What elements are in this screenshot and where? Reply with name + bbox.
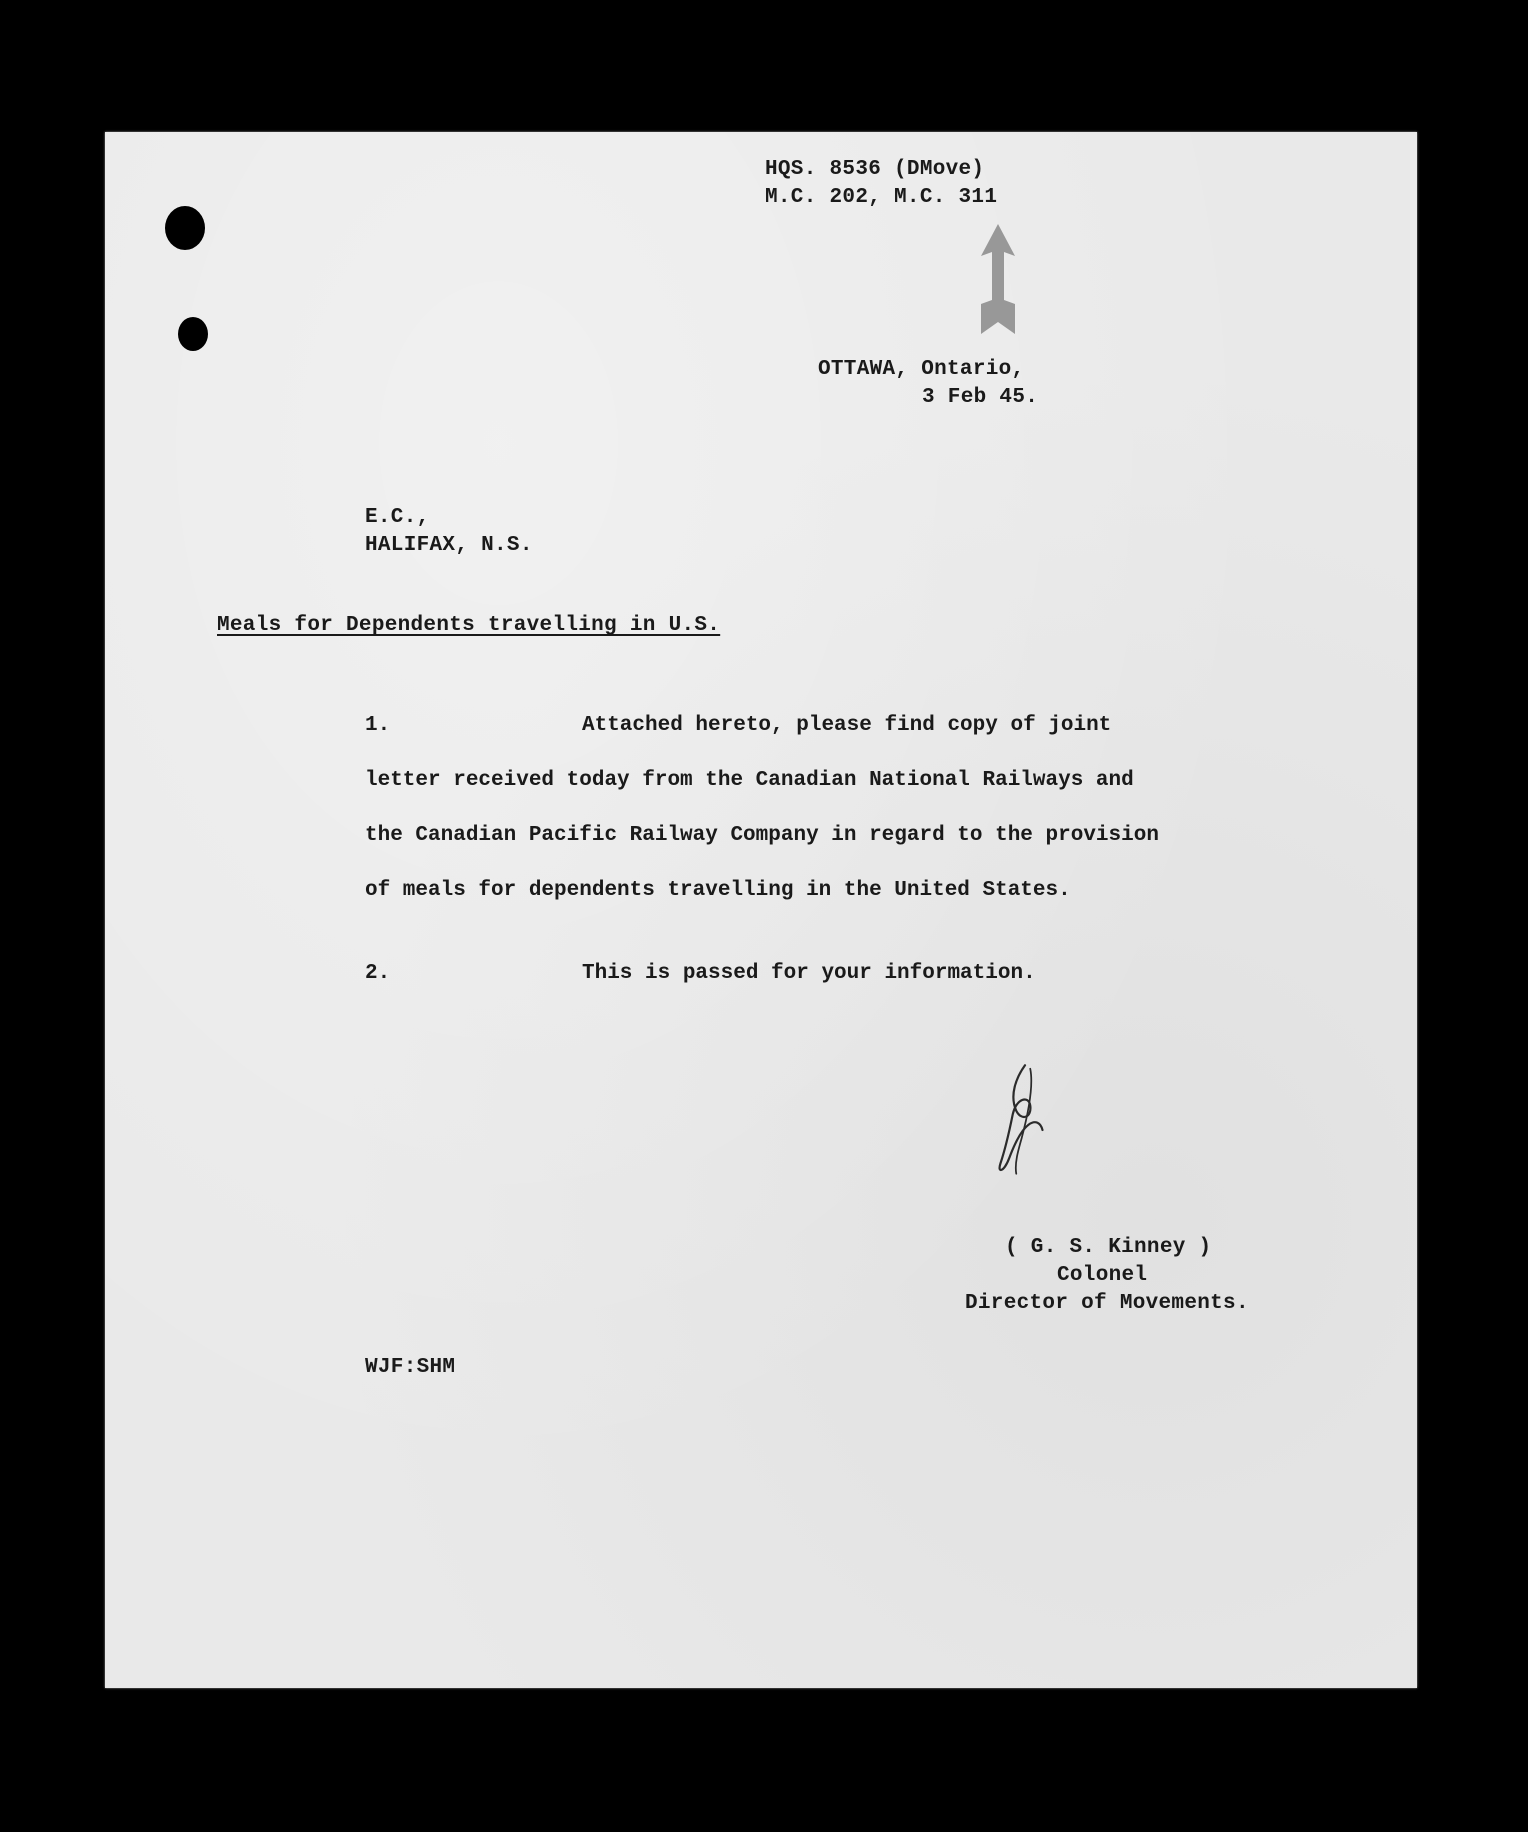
reference-line-1: HQS. 8536 (DMove) bbox=[765, 158, 985, 181]
signer-title: Director of Movements. bbox=[965, 1292, 1249, 1315]
signer-rank: Colonel bbox=[1057, 1264, 1148, 1287]
reference-line-2: M.C. 202, M.C. 311 bbox=[765, 186, 998, 209]
addressee-line-1: E.C., bbox=[365, 506, 430, 529]
paragraph-1-line-1: Attached hereto, please find copy of joint bbox=[582, 714, 1112, 737]
punch-hole-top bbox=[165, 206, 205, 250]
paragraph-2-line-1: This is passed for your information. bbox=[582, 962, 1036, 985]
paragraph-1-number: 1. bbox=[365, 714, 391, 737]
paragraph-1-line-2: letter received today from the Canadian National Railways and bbox=[365, 769, 1134, 792]
date-line: 3 Feb 45. bbox=[922, 386, 1039, 409]
document-page bbox=[105, 132, 1417, 1688]
typist-initials: WJF:SHM bbox=[365, 1356, 456, 1379]
addressee-line-2: HALIFAX, N.S. bbox=[365, 534, 533, 557]
paragraph-1-line-4: of meals for dependents travelling in the United States. bbox=[365, 879, 1071, 902]
place-line: OTTAWA, Ontario, bbox=[818, 358, 1025, 381]
subject-heading: Meals for Dependents travelling in U.S. bbox=[217, 614, 721, 637]
punch-hole-bottom bbox=[178, 317, 208, 351]
paragraph-2-number: 2. bbox=[365, 962, 391, 985]
signer-name: ( G. S. Kinney ) bbox=[1005, 1236, 1212, 1259]
paragraph-1-line-3: the Canadian Pacific Railway Company in regard to the provision bbox=[365, 824, 1159, 847]
handwritten-signature bbox=[985, 1060, 1065, 1200]
arrow-stamp-icon bbox=[975, 222, 1021, 338]
